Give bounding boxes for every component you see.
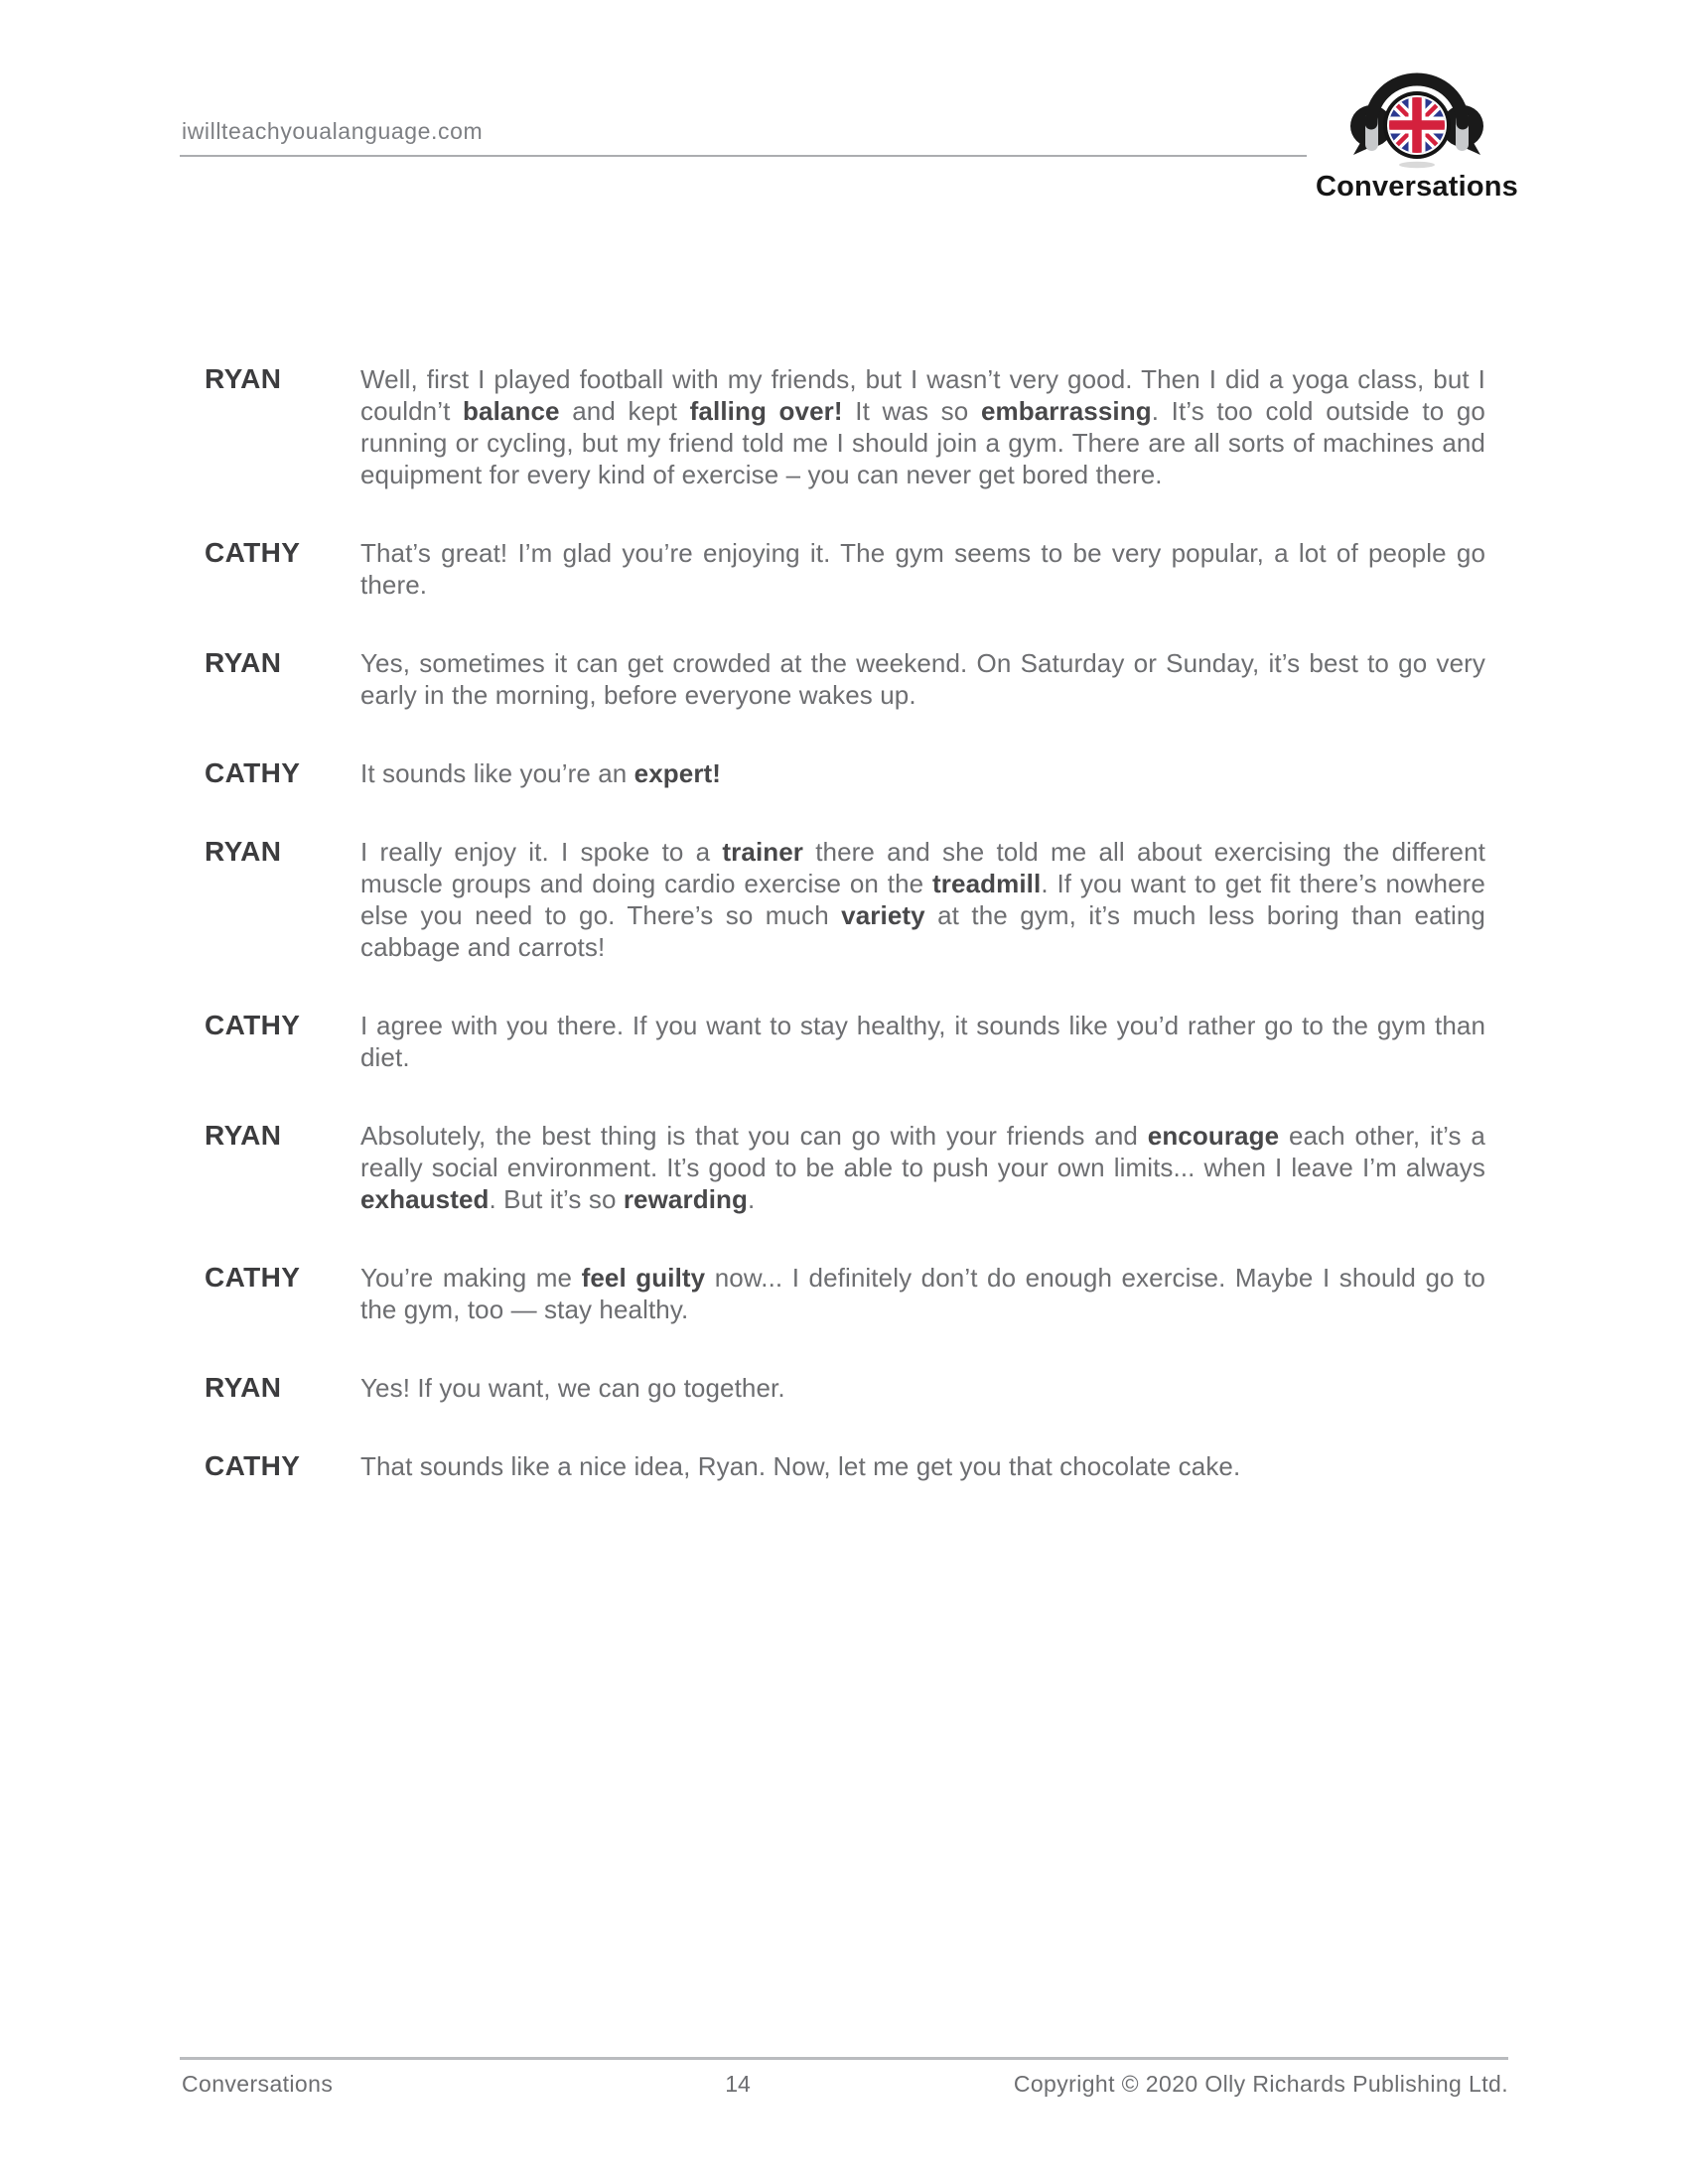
dialogue-text xyxy=(360,537,1485,601)
dialogue-segment: . It’s too cold outside to go running or cycling, but my friend told me I should join a gym. There are all sorts of machines and equipment for every kind of exercise – you can never get bored there. xyxy=(360,396,1485,489)
footer-page-number: 14 xyxy=(725,2071,751,2097)
dialogue-turn xyxy=(205,363,1485,490)
dialogue-segment: now... I definitely don’t do enough exercise. Maybe I should go to the gym, too — stay healthy. xyxy=(360,1263,1485,1324)
dialogue-segment: Yes, sometimes it can get crowded at the weekend. On Saturday or Sunday, it’s best to go very early in the morning, before everyone wakes up. xyxy=(360,648,1485,710)
dialogue-turn xyxy=(205,1010,1485,1073)
dialogue-segment: It sounds like you’re an xyxy=(360,758,634,788)
vocabulary-word: embarrassing xyxy=(980,396,1152,426)
speaker-name: RYAN xyxy=(205,1120,282,1151)
brand-logo xyxy=(1307,66,1527,205)
dialogue-text xyxy=(360,647,1485,711)
vocabulary-word: variety xyxy=(841,900,925,930)
footer-title: Conversations xyxy=(182,2071,334,2097)
dialogue-segment: That’s great! I’m glad you’re enjoying it. The gym seems to be very popular, a lot of people go there. xyxy=(360,538,1485,600)
vocabulary-word: balance xyxy=(463,396,560,426)
vocabulary-word: expert! xyxy=(633,758,722,788)
dialogue-segment: each other, it’s a really social environment. It’s good to be able to push your own limits... when I leave I’m always xyxy=(360,1121,1485,1182)
vocabulary-word: feel guilty xyxy=(581,1263,706,1293)
speaker-name: RYAN xyxy=(205,1372,282,1403)
dialogue-text xyxy=(360,1450,1485,1482)
dialogue-turn xyxy=(205,537,1485,601)
dialogue-turn xyxy=(205,1450,1485,1482)
speaker-name: CATHY xyxy=(205,1010,301,1040)
speaker-name: CATHY xyxy=(205,757,301,788)
dialogue-text xyxy=(360,1262,1485,1325)
footer-divider xyxy=(180,2057,1508,2060)
vocabulary-word: treadmill xyxy=(932,869,1042,898)
dialogue-text xyxy=(360,363,1485,490)
vocabulary-word: falling over! xyxy=(689,396,843,426)
site-url: iwillteachyoualanguage.com xyxy=(182,118,484,144)
dialogue-segment: It was so xyxy=(842,396,981,426)
dialogue-segment: and kept xyxy=(559,396,690,426)
dialogue-turn xyxy=(205,757,1485,789)
dialogue-turn xyxy=(205,647,1485,711)
dialogue-text xyxy=(360,836,1485,963)
dialogue-segment: Well, first I played football with my friends, but I wasn’t very good. Then I did a yoga class, but I couldn’t xyxy=(360,364,1485,426)
speaker-name: RYAN xyxy=(205,836,282,867)
dialogue-segment: . If you want to get fit there’s nowhere else you need to go. There’s so much xyxy=(360,869,1485,930)
footer-copyright: Copyright © 2020 Olly Richards Publishing Ltd. xyxy=(1013,2071,1508,2097)
dialogue-text xyxy=(360,1120,1485,1215)
dialogue-segment: . xyxy=(747,1184,756,1214)
conversations-logo-icon xyxy=(1341,66,1492,171)
speaker-name: RYAN xyxy=(205,363,282,394)
dialogue-turn xyxy=(205,836,1485,963)
dialogue-text xyxy=(360,1010,1485,1073)
dialogue-segment: You’re making me xyxy=(360,1263,582,1293)
dialogue-text xyxy=(360,757,1485,789)
dialogue-text xyxy=(360,1372,1485,1404)
dialogue-segment: at the gym, it’s much less boring than eating cabbage and carrots! xyxy=(360,900,1485,962)
dialogue-segment: there and she told me all about exercising the different muscle groups and doing cardio exercise on the xyxy=(360,837,1485,898)
vocabulary-word: rewarding xyxy=(623,1184,748,1214)
dialogue-transcript xyxy=(205,363,1485,1529)
dialogue-turn xyxy=(205,1372,1485,1404)
vocabulary-word: exhausted xyxy=(360,1184,490,1214)
dialogue-turn xyxy=(205,1120,1485,1215)
vocabulary-word: trainer xyxy=(722,837,804,867)
dialogue-segment: Absolutely, the best thing is that you can go with your friends and xyxy=(360,1121,1148,1151)
speaker-name: CATHY xyxy=(205,537,301,568)
dialogue-segment: I really enjoy it. I spoke to a xyxy=(360,837,723,867)
speaker-name: RYAN xyxy=(205,647,282,678)
dialogue-segment: Yes! If you want, we can go together. xyxy=(360,1373,785,1403)
brand-name: Conversations xyxy=(1315,171,1519,203)
dialogue-turn xyxy=(205,1262,1485,1325)
dialogue-segment: . But it’s so xyxy=(489,1184,624,1214)
speaker-name: CATHY xyxy=(205,1450,301,1481)
speaker-name: CATHY xyxy=(205,1262,301,1293)
dialogue-segment: I agree with you there. If you want to stay healthy, it sounds like you’d rather go to the gym than diet. xyxy=(360,1011,1485,1072)
dialogue-segment: That sounds like a nice idea, Ryan. Now, let me get you that chocolate cake. xyxy=(360,1451,1241,1481)
vocabulary-word: encourage xyxy=(1147,1121,1280,1151)
